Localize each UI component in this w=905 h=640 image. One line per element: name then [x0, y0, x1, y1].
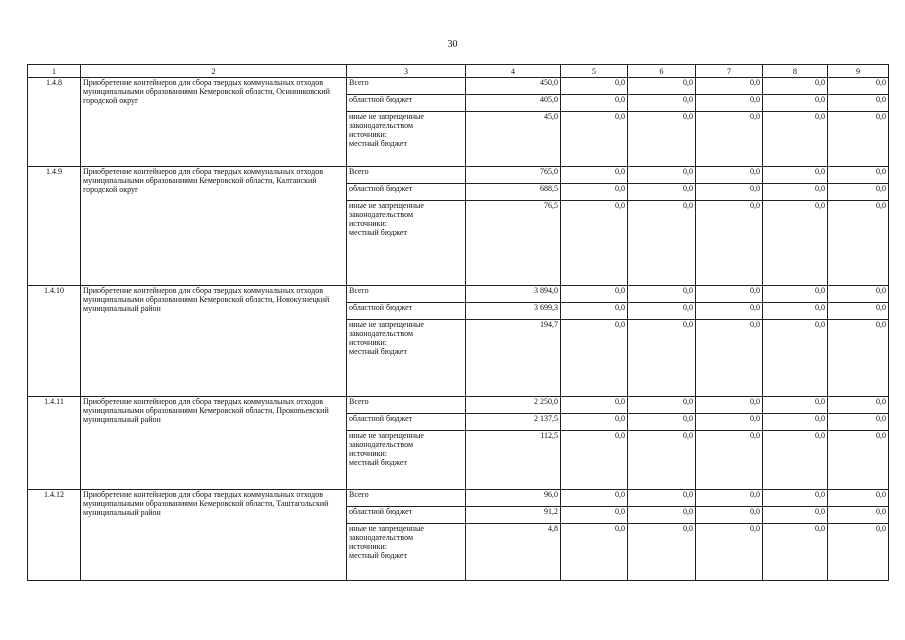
header-cell: 9 [828, 65, 889, 78]
total-value: 0,0 [828, 490, 889, 507]
local-value: 0,0 [696, 112, 763, 167]
item-code: 1.4.9 [28, 167, 81, 286]
local-value: 0,0 [628, 320, 696, 397]
local-value: 45,0 [466, 112, 561, 167]
regional-value: 0,0 [628, 507, 696, 524]
table-row [28, 490, 889, 507]
local-value: 0,0 [828, 201, 889, 286]
regional-value: 0,0 [763, 414, 828, 431]
regional-value: 405,0 [466, 95, 561, 112]
local-value: 0,0 [763, 112, 828, 167]
total-value: 0,0 [763, 490, 828, 507]
total-value: 96,0 [466, 490, 561, 507]
total-value: 0,0 [696, 397, 763, 414]
local-value: 0,0 [763, 431, 828, 490]
item-code: 1.4.11 [28, 397, 81, 490]
item-description: Приобретение контейнеров для сбора твердых коммунальных отходов муниципальными образованиями Кемеровской области, Осинниковский городской округ [81, 78, 347, 167]
local-value: 0,0 [628, 524, 696, 581]
local-value: 0,0 [763, 201, 828, 286]
source-local-label [347, 201, 466, 286]
total-value: 0,0 [561, 286, 628, 303]
source-regional-label: областной бюджет [347, 184, 466, 201]
local-value: 0,0 [696, 201, 763, 286]
table-row [28, 286, 889, 303]
total-value: 0,0 [763, 286, 828, 303]
total-value: 0,0 [763, 397, 828, 414]
total-value: 2 250,0 [466, 397, 561, 414]
item-code: 1.4.10 [28, 286, 81, 397]
local-value: 0,0 [696, 524, 763, 581]
total-value: 0,0 [561, 397, 628, 414]
page-number: 30 [447, 39, 458, 50]
local-value: 0,0 [561, 431, 628, 490]
source-other-line: иные не запрещенные [349, 431, 424, 440]
local-value: 0,0 [696, 431, 763, 490]
regional-value: 0,0 [696, 303, 763, 320]
local-value: 0,0 [561, 524, 628, 581]
regional-value: 0,0 [696, 414, 763, 431]
item-description: Приобретение контейнеров для сбора твердых коммунальных отходов муниципальными образованиями Кемеровской области, Прокопьевский муниципальный район [81, 397, 347, 490]
source-other-line: иные не запрещенные [349, 201, 424, 210]
source-other-line: иные не запрещенные [349, 112, 424, 121]
regional-value: 0,0 [828, 507, 889, 524]
source-regional-label: областной бюджет [347, 414, 466, 431]
local-value: 0,0 [828, 320, 889, 397]
total-value: 0,0 [628, 167, 696, 184]
source-local-text: местный бюджет [349, 347, 407, 356]
source-local-text: местный бюджет [349, 139, 407, 148]
source-other-line: иные не запрещенные [349, 320, 424, 329]
item-description: Приобретение контейнеров для сбора твердых коммунальных отходов муниципальными образованиями Кемеровской области, Таштагольский муниципальный район [81, 490, 347, 581]
regional-value: 0,0 [696, 95, 763, 112]
source-other-line: законодательством [349, 329, 414, 338]
local-value: 0,0 [561, 112, 628, 167]
local-value: 0,0 [561, 320, 628, 397]
local-value: 0,0 [763, 320, 828, 397]
source-other-line: законодательством [349, 210, 414, 219]
total-value: 0,0 [696, 286, 763, 303]
regional-value: 91,2 [466, 507, 561, 524]
source-other-line: источники: [349, 449, 387, 458]
local-value: 0,0 [763, 524, 828, 581]
source-total-label: Всего [347, 78, 466, 95]
regional-value: 0,0 [763, 507, 828, 524]
regional-value: 0,0 [561, 95, 628, 112]
regional-value: 0,0 [561, 303, 628, 320]
total-value: 0,0 [696, 167, 763, 184]
source-total-label: Всего [347, 397, 466, 414]
total-value: 0,0 [561, 490, 628, 507]
local-value: 4,8 [466, 524, 561, 581]
total-value: 0,0 [561, 78, 628, 95]
total-value: 0,0 [828, 167, 889, 184]
header-cell: 2 [81, 65, 347, 78]
local-value: 76,5 [466, 201, 561, 286]
total-value: 3 894,0 [466, 286, 561, 303]
table-body [28, 65, 889, 581]
regional-value: 0,0 [628, 95, 696, 112]
regional-value: 0,0 [561, 414, 628, 431]
regional-value: 0,0 [561, 507, 628, 524]
regional-value: 0,0 [696, 507, 763, 524]
local-value: 0,0 [828, 524, 889, 581]
local-value: 0,0 [696, 320, 763, 397]
header-cell: 4 [466, 65, 561, 78]
header-cell: 7 [696, 65, 763, 78]
total-value: 0,0 [828, 286, 889, 303]
local-value: 0,0 [828, 431, 889, 490]
total-value: 450,0 [466, 78, 561, 95]
local-value: 0,0 [561, 201, 628, 286]
regional-value: 688,5 [466, 184, 561, 201]
header-cell: 6 [628, 65, 696, 78]
regional-value: 0,0 [828, 95, 889, 112]
header-cell: 5 [561, 65, 628, 78]
regional-value: 0,0 [628, 184, 696, 201]
source-regional-label: областной бюджет [347, 507, 466, 524]
total-value: 0,0 [628, 78, 696, 95]
total-value: 0,0 [628, 286, 696, 303]
header-cell: 8 [763, 65, 828, 78]
source-other-line: законодательством [349, 440, 414, 449]
source-total-label: Всего [347, 490, 466, 507]
local-value: 112,5 [466, 431, 561, 490]
local-value: 0,0 [628, 431, 696, 490]
source-local-text: местный бюджет [349, 228, 407, 237]
total-value: 0,0 [628, 490, 696, 507]
regional-value: 0,0 [828, 303, 889, 320]
regional-value: 0,0 [828, 184, 889, 201]
source-other-line: источники: [349, 338, 387, 347]
item-description: Приобретение контейнеров для сбора твердых коммунальных отходов муниципальными образованиями Кемеровской области, Новокузнецкий муниципальный район [81, 286, 347, 397]
regional-value: 0,0 [561, 184, 628, 201]
regional-value: 0,0 [828, 414, 889, 431]
local-value: 194,7 [466, 320, 561, 397]
item-code: 1.4.12 [28, 490, 81, 581]
budget-table [27, 64, 889, 581]
source-local-label [347, 524, 466, 581]
source-total-label: Всего [347, 286, 466, 303]
source-regional-label: областной бюджет [347, 95, 466, 112]
source-other-line: иные не запрещенные [349, 524, 424, 533]
table-row [28, 78, 889, 95]
regional-value: 0,0 [628, 414, 696, 431]
source-local-text: местный бюджет [349, 551, 407, 560]
regional-value: 0,0 [763, 303, 828, 320]
source-local-text: местный бюджет [349, 458, 407, 467]
regional-value: 0,0 [763, 95, 828, 112]
total-value: 0,0 [696, 490, 763, 507]
regional-value: 0,0 [763, 184, 828, 201]
source-other-line: источники: [349, 542, 387, 551]
source-total-label: Всего [347, 167, 466, 184]
total-value: 0,0 [561, 167, 628, 184]
source-local-label [347, 112, 466, 167]
local-value: 0,0 [828, 112, 889, 167]
regional-value: 2 137,5 [466, 414, 561, 431]
total-value: 0,0 [828, 397, 889, 414]
regional-value: 0,0 [628, 303, 696, 320]
table-row [28, 397, 889, 414]
source-other-line: источники: [349, 219, 387, 228]
regional-value: 3 699,3 [466, 303, 561, 320]
item-code: 1.4.8 [28, 78, 81, 167]
total-value: 765,0 [466, 167, 561, 184]
total-value: 0,0 [763, 78, 828, 95]
header-cell: 1 [28, 65, 81, 78]
total-value: 0,0 [828, 78, 889, 95]
total-value: 0,0 [763, 167, 828, 184]
source-local-label [347, 431, 466, 490]
total-value: 0,0 [696, 78, 763, 95]
regional-value: 0,0 [696, 184, 763, 201]
source-local-label [347, 320, 466, 397]
source-regional-label: областной бюджет [347, 303, 466, 320]
item-description: Приобретение контейнеров для сбора твердых коммунальных отходов муниципальными образованиями Кемеровской области, Калтанский городской округ [81, 167, 347, 286]
local-value: 0,0 [628, 201, 696, 286]
header-cell: 3 [347, 65, 466, 78]
total-value: 0,0 [628, 397, 696, 414]
table-row [28, 167, 889, 184]
header-row [28, 65, 889, 78]
source-other-line: законодательством [349, 121, 414, 130]
source-other-line: источники: [349, 130, 387, 139]
source-other-line: законодательством [349, 533, 414, 542]
local-value: 0,0 [628, 112, 696, 167]
